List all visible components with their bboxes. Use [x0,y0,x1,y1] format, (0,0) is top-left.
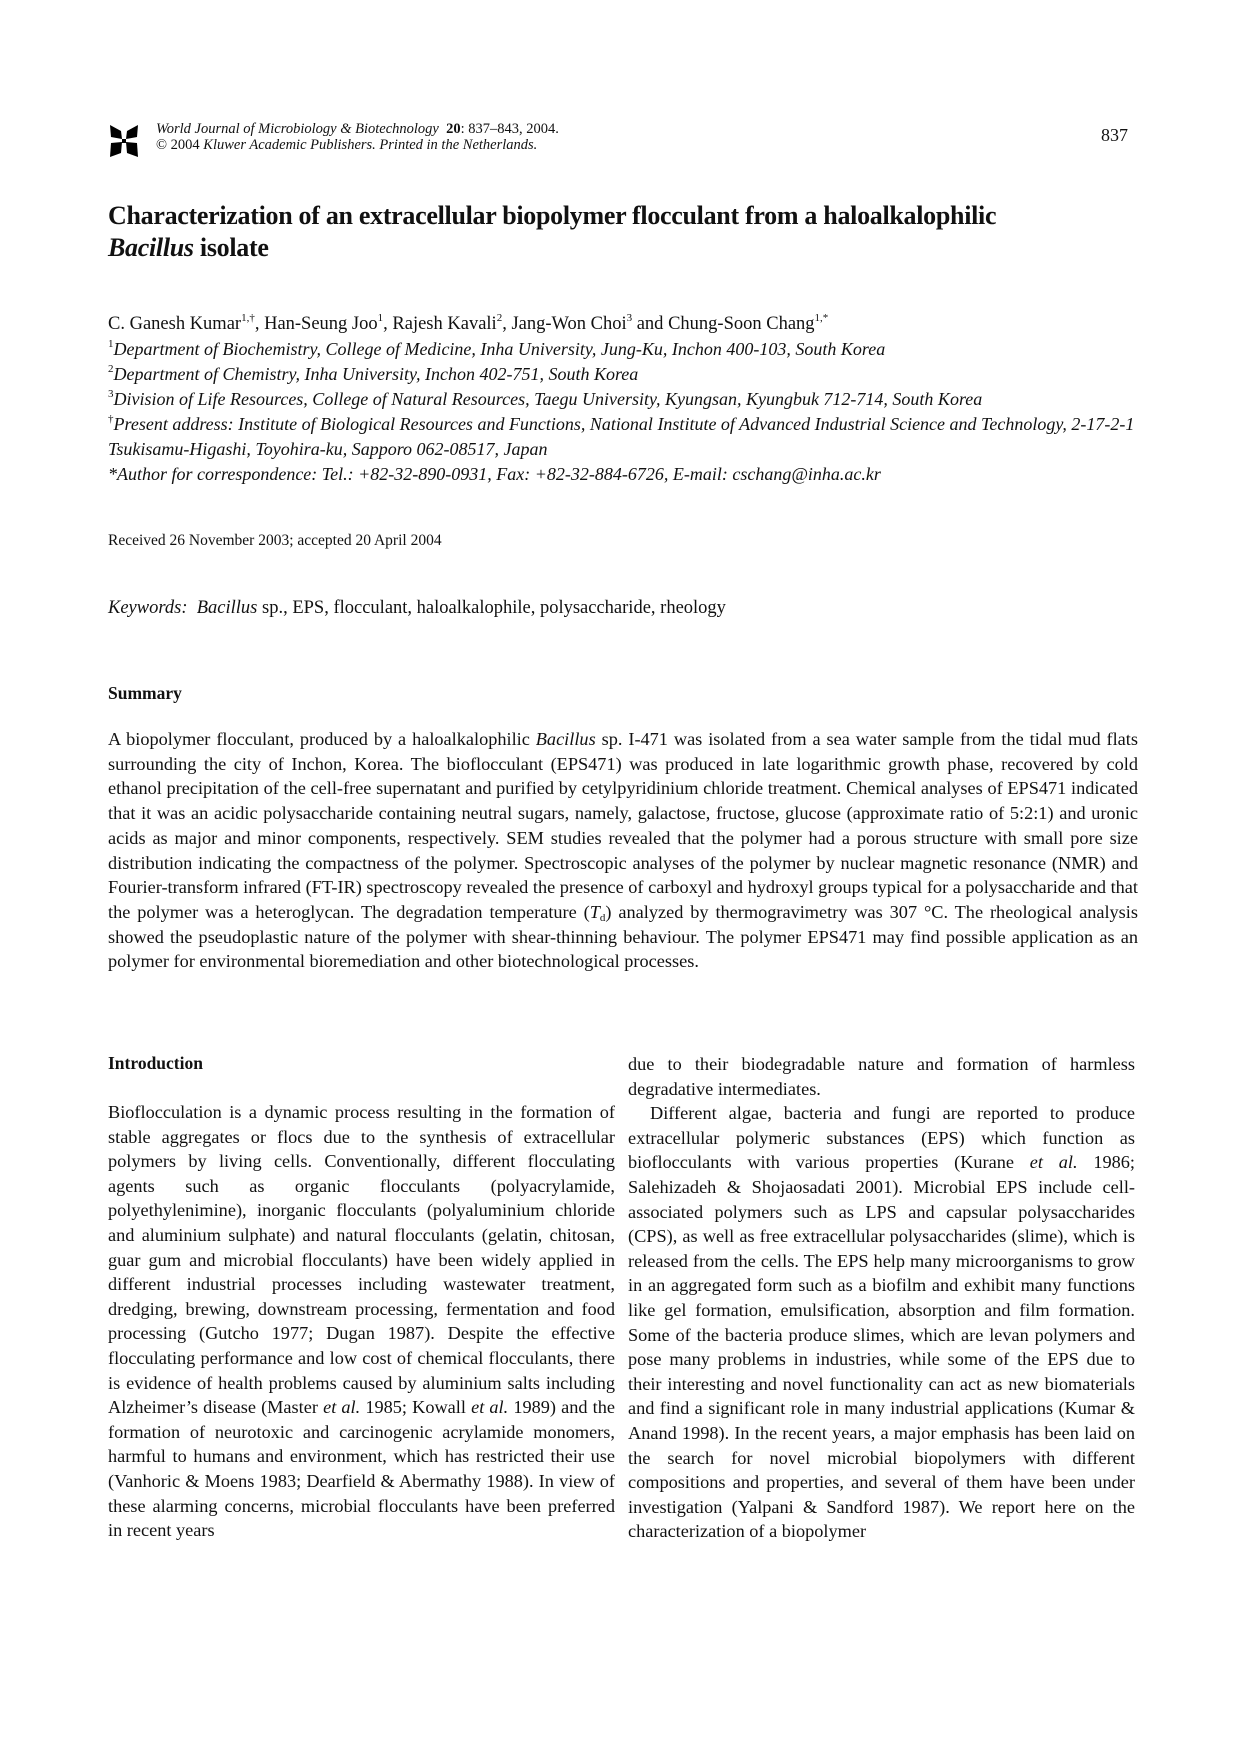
td-symbol: T [589,901,600,922]
et-al: et al. [323,1397,361,1418]
author-mark: 1,† [241,312,255,324]
affiliation-text: Department of Chemistry, Inha University, Inchon 402-751, South Korea [113,364,639,384]
intro-paragraph [628,1101,1135,1544]
author-separator: and [632,314,669,334]
summary-heading: Summary [108,683,182,703]
received-dates: Received 26 November 2003; accepted 20 April 2004 [108,532,442,549]
article-title [108,200,1138,264]
journal-header [108,121,1128,161]
publisher-logo-icon [108,123,140,159]
introduction-heading: Introduction [108,1053,203,1073]
page-number: 837 [1101,125,1128,145]
author-name: Jang-Won Choi [511,314,627,334]
author-mark: 2 [496,312,503,324]
author-name: Han-Seung Joo [264,314,378,334]
intro-text: Bioflocculation is a dynamic process resulting in the formation of stable aggregates or flocs due to the synthesis of extracellular polymers by living cells. Conventionally, different flocculating agents such as organic flocculants (polyacrylamide, polyethylenimine), inorganic flocculants (polyaluminium chloride and aluminium sulphate) and natural flocculants (gelatin, chitosan, guar gum and microbial flocculants) have been widely applied in different industrial processes including wastewater treatment, dredging, brewing, downstream processing, fermentation and food processing (Gutcho 1977; Dugan 1987). Despite the effective flocculating performance and low cost of chemical flocculants, there is evidence of health problems caused by aluminium salts including Alzheimer’s disease (Master [108,1102,615,1418]
author-mark: 1,* [814,312,829,324]
affiliation-mark: 3 [108,388,114,400]
affiliation-mark: 1 [108,338,114,350]
correspondence: *Author for correspondence: Tel.: +82-32-890-0931, Fax: +82-32-884-6726, E-mail: cschang@inha.ac.kr [108,464,881,484]
author-mark: 1 [377,312,384,324]
affiliation-mark: 2 [108,363,114,375]
summary-text [108,727,1138,974]
author-name: Rajesh Kavali [392,314,497,334]
author-name: C. Ganesh Kumar [108,314,242,334]
author-name: Chung-Soon Chang [668,314,815,334]
journal-pages-year: : 837–843, 2004. [460,121,559,137]
author-separator: , [502,314,512,334]
intro-paragraph [108,1100,615,1543]
journal-name: World Journal of Microbiology & Biotechnology [156,121,439,137]
intro-text: 1985; Kowall [360,1397,472,1418]
affiliation-text: Present address: Institute of Biological Resources and Functions, National Institute of Advanced Industrial Science and Technology, 2-17-2-1 Tsukisamu-Higashi, Toyohira-ku, Sapporo 062-08517, Japan [108,414,1135,459]
affiliation-text: Department of Biochemistry, College of Medicine, Inha University, Jung-Ku, Inchon 400-103, South Korea [113,339,886,359]
journal-volume: 20 [446,121,461,137]
author-separator: , [254,314,265,334]
title-genus: Bacillus [108,233,194,262]
affiliation [108,362,1138,387]
affiliation [108,387,1138,412]
introduction-left-column [108,1100,615,1543]
intro-paragraph: due to their biodegradable nature and formation of harmless degradative intermediates. [628,1054,1135,1099]
publisher-line: Kluwer Academic Publishers. Printed in the Netherlands. [203,137,538,153]
summary-genus: Bacillus [535,729,596,749]
et-al: et al. [1029,1152,1078,1173]
present-address [108,412,1138,462]
et-al: et al. [471,1397,509,1418]
copyright: © 2004 [156,137,200,153]
title-line-2: isolate [193,233,269,262]
summary-part: sp. I-471 was isolated from a sea water sample from the tidal mud flats surrounding the city of Inchon, Korea. The bioflocculant (EPS471) was produced in late logarithmic growth phase, recovered by cold ethanol precipitation of the cell-free supernatant and purified by cetylpyridinium chloride treatment. Chemical analyses of EPS471 indicated that it was an acidic polysaccharide containing neutral sugars, namely, galactose, fructose, glucose (approximate ratio of 5:2:1) and uronic acids as major and minor components, respectively. SEM studies revealed that the polymer had a porous structure with small pore size distribution indicating the compactness of the polymer. Spectroscopic analyses of the polymer by nuclear magnetic resonance (NMR) and Fourier-transform infrared (FT-IR) spectroscopy revealed the presence of carboxyl and hydroxyl groups typical for a polysaccharide and that the polymer was a heteroglycan. The degradation temperature ( [108,729,1138,922]
author-mark: 3 [626,312,633,324]
intro-text: 1989) and the formation of neurotoxic and carcinogenic acrylamide monomers, harmful to humans and environment, which has restricted their use (Vanhoric & Moens 1983; Dearfield & Abermathy 1988). In view of these alarming concerns, microbial flocculants have been preferred in recent years [108,1397,615,1541]
keyword-genus: Bacillus [196,598,258,618]
introduction-right-column [628,1052,1135,1544]
summary-part: A biopolymer flocculant, produced by a haloalkalophilic [108,729,536,749]
journal-citation [156,121,559,153]
td-subscript: d [599,911,606,924]
affiliation-mark: † [108,413,114,425]
affiliation-text: Division of Life Resources, College of Natural Resources, Taegu University, Kyungsan, Kyungbuk 712-714, South Korea [113,389,983,409]
summary-part: ) analyzed by thermogravimetry was 307 °C. The rheological analysis showed the pseudoplastic nature of the polymer with shear-thinning behaviour. The polymer EPS471 may find possible application as an polymer for environmental bioremediation and other biotechnological processes. [108,901,1138,972]
author-list [108,312,1138,337]
intro-text: Different algae, bacteria and fungi are reported to produce extracellular polymeric substances (EPS) which function as bioflocculants with various properties (Kurane [628,1103,1135,1173]
keyword-list: sp., EPS, flocculant, haloalkalophile, polysaccharide, rheology [257,598,726,618]
keywords [108,598,726,619]
title-line-1: Characterization of an extracellular biopolymer flocculant from a haloalkalophilic [108,201,997,230]
intro-text: 1986; Salehizadeh & Shojaosadati 2001). Microbial EPS include cell-associated polymers such as LPS and capsular polysaccharides (CPS), as well as free extracellular polysaccharides (slime), which is released from the cells. The EPS help many microorganisms to grow in an aggregated form such as a biofilm and exhibit many functions like gel formation, emulsification, absorption and film formation. Some of the bacteria produce slimes, which are levan polymers and pose many problems in industries, while some of the EPS due to their interesting and novel functionality can act as new biomaterials and find a significant role in many industrial applications (Kumar & Anand 1998). In the recent years, a major emphasis has been laid on the search for novel microbial biopolymers with different compositions and properties, and several of them have been under investigation (Yalpani & Sandford 1987). We report here on the characterization of a biopolymer [628,1152,1135,1542]
author-block [108,312,1138,487]
affiliation [108,337,1138,362]
keywords-label: Keywords: [108,598,188,618]
author-separator: , [383,314,393,334]
